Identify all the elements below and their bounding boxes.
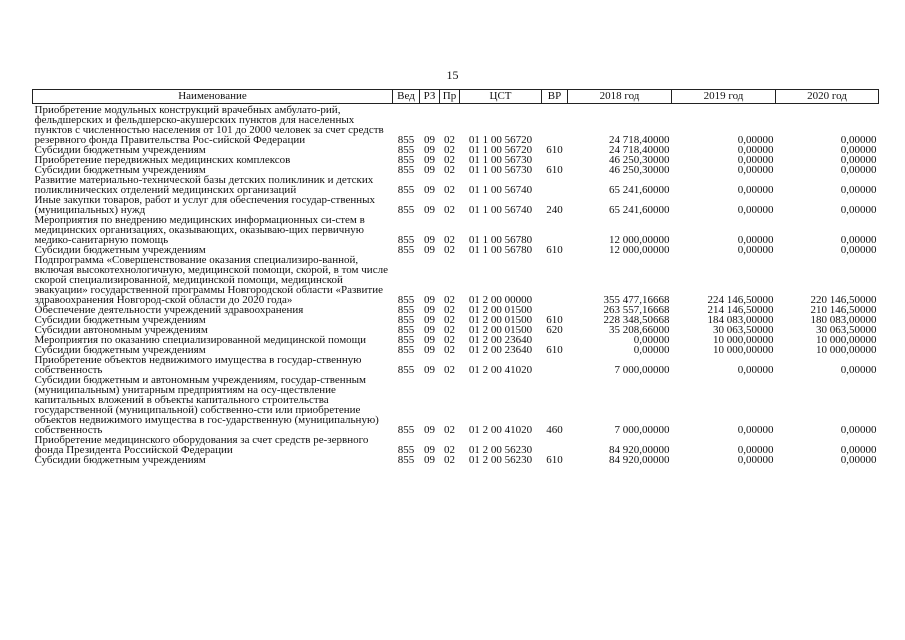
- row-2020: 0,00000: [840, 444, 877, 456]
- row-name: Развитие материально-технической базы детских поликлиник и детских поликлинических отделений медицинских организаций: [34, 174, 374, 196]
- row-pr: 02: [444, 184, 455, 196]
- row-2018: 0,00000: [633, 334, 670, 346]
- row-name: Субсидии бюджетным учреждениям: [34, 144, 206, 156]
- row-vr: 610: [546, 314, 563, 326]
- table-header-row: [33, 90, 879, 104]
- row-cst: 01 2 00 56230: [468, 444, 533, 456]
- row-name: Приобретение медицинского оборудования за счет средств ре-зервного фонда Президента Российской Федерации: [34, 434, 369, 456]
- row-2018: 12 000,00000: [609, 244, 670, 256]
- row-2018: 84 920,00000: [609, 454, 670, 466]
- row-cst: 01 2 00 00000: [468, 294, 533, 306]
- row-2020: 0,00000: [840, 234, 877, 246]
- row-pr: 02: [444, 364, 455, 376]
- row-name: Приобретение объектов недвижимого имущества в государ-ственную собственность: [34, 354, 362, 376]
- row-pr: 02: [444, 144, 455, 156]
- table-row: [33, 255, 879, 305]
- row-2020: 210 146,50000: [810, 304, 877, 316]
- table-row: [33, 215, 879, 245]
- page-number: 15: [446, 68, 459, 82]
- row-2018: 24 718,40000: [609, 144, 670, 156]
- row-cst: 01 1 00 56740: [468, 184, 533, 196]
- row-2020: 0,00000: [840, 244, 877, 256]
- row-ved: 855: [397, 154, 415, 166]
- row-pr: 02: [444, 324, 455, 336]
- row-pr: 02: [444, 234, 455, 246]
- row-cst: 01 2 00 23640: [468, 344, 533, 356]
- row-2019: 0,00000: [737, 134, 774, 146]
- row-name: Субсидии бюджетным учреждениям: [34, 244, 206, 256]
- row-cst: 01 1 00 56720: [468, 144, 533, 156]
- row-2019: 0,00000: [737, 444, 774, 456]
- row-rz: 09: [424, 154, 435, 166]
- row-2020: 0,00000: [840, 184, 877, 196]
- table-row: [33, 175, 879, 195]
- row-2018: 46 250,30000: [609, 154, 670, 166]
- row-vr: 610: [546, 164, 563, 176]
- row-cst: 01 2 00 01500: [468, 324, 533, 336]
- row-pr: 02: [444, 424, 455, 436]
- row-rz: 09: [424, 424, 435, 436]
- row-2019: 214 146,50000: [707, 304, 774, 316]
- row-2018: 263 557,16668: [603, 304, 670, 316]
- row-cst: 01 1 00 56720: [468, 134, 533, 146]
- header-pr: Пр: [440, 90, 460, 104]
- row-ved: 855: [397, 304, 415, 316]
- row-2018: 24 718,40000: [609, 134, 670, 146]
- row-rz: 09: [424, 314, 435, 326]
- row-2020: 0,00000: [840, 154, 877, 166]
- header-2019: 2019 год: [672, 90, 776, 104]
- row-cst: 01 1 00 56730: [468, 154, 533, 166]
- row-ved: 855: [397, 164, 415, 176]
- table-row: [33, 104, 879, 146]
- row-2019: 0,00000: [737, 184, 774, 196]
- row-ved: 855: [397, 144, 415, 156]
- row-vr: [542, 255, 568, 305]
- row-2018: 65 241,60000: [609, 184, 670, 196]
- row-cst: 01 1 00 56780: [468, 234, 533, 246]
- row-cst: 01 1 00 56730: [468, 164, 533, 176]
- row-rz: 09: [424, 164, 435, 176]
- row-name: Субсидии бюджетным и автономным учреждениям, государ-ственным (муниципальным) унитарным предприятиям на осу-ществление капитальных вложений в объекты капитального строительства государственной (муниципальной) собственно-сти или приобретение объектов недвижимого имущества в гос-ударственную (муниципальную) собственность: [34, 374, 379, 436]
- row-2018: 355 477,16668: [603, 294, 670, 306]
- row-2018: 84 920,00000: [609, 444, 670, 456]
- row-vr: 460: [546, 424, 563, 436]
- row-2019: 0,00000: [737, 164, 774, 176]
- row-cst: 01 2 00 23640: [468, 334, 533, 346]
- row-ved: 855: [397, 364, 415, 376]
- row-vr: [542, 435, 568, 455]
- header-name: Наименование: [33, 90, 393, 104]
- row-rz: 09: [424, 234, 435, 246]
- row-rz: 09: [424, 454, 435, 466]
- row-2019: 0,00000: [737, 154, 774, 166]
- row-vr: 610: [546, 344, 563, 356]
- row-vr: 610: [546, 244, 563, 256]
- row-cst: 01 1 00 56740: [468, 204, 533, 216]
- row-rz: 09: [424, 144, 435, 156]
- row-2020: 0,00000: [840, 424, 877, 436]
- row-2020: 10 000,00000: [816, 334, 877, 346]
- row-rz: 09: [424, 304, 435, 316]
- row-cst: 01 1 00 56780: [468, 244, 533, 256]
- row-cst: 01 2 00 56230: [468, 454, 533, 466]
- row-2018: 35 208,66000: [609, 324, 670, 336]
- row-cst: 01 2 00 01500: [468, 314, 533, 326]
- row-pr: 02: [444, 334, 455, 346]
- row-2018: 7 000,00000: [614, 424, 670, 436]
- row-ved: 855: [397, 324, 415, 336]
- row-vr: 620: [546, 324, 563, 336]
- row-vr: [542, 175, 568, 195]
- row-vr: [542, 355, 568, 375]
- row-2020: 10 000,00000: [816, 344, 877, 356]
- row-ved: 855: [397, 444, 415, 456]
- row-ved: 855: [397, 344, 415, 356]
- row-2020: 220 146,50000: [810, 294, 877, 306]
- row-rz: 09: [424, 364, 435, 376]
- row-2018: 12 000,00000: [609, 234, 670, 246]
- row-2020: 30 063,50000: [816, 324, 877, 336]
- row-pr: 02: [444, 164, 455, 176]
- row-2020: 0,00000: [840, 144, 877, 156]
- row-pr: 02: [444, 454, 455, 466]
- row-name: Субсидии автономным учреждениям: [34, 324, 208, 336]
- row-vr: [542, 215, 568, 245]
- row-rz: 09: [424, 204, 435, 216]
- row-name: Субсидии бюджетным учреждениям: [34, 344, 206, 356]
- row-pr: 02: [444, 204, 455, 216]
- row-2018: 46 250,30000: [609, 164, 670, 176]
- row-name: Приобретение передвижных медицинских комплексов: [34, 154, 291, 166]
- row-2019: 30 063,50000: [713, 324, 774, 336]
- row-name: Иные закупки товаров, работ и услуг для обеспечения государ-ственных (муниципальных) нужд: [34, 194, 376, 216]
- header-cst: ЦСТ: [460, 90, 542, 104]
- row-name: Мероприятия по оказанию специализированной медицинской помощи: [34, 334, 367, 346]
- row-ved: 855: [397, 244, 415, 256]
- row-2020: 0,00000: [840, 364, 877, 376]
- row-cst: 01 2 00 01500: [468, 304, 533, 316]
- row-2019: 0,00000: [737, 244, 774, 256]
- row-pr: 02: [444, 154, 455, 166]
- row-2019: 0,00000: [737, 424, 774, 436]
- row-2019: 10 000,00000: [713, 344, 774, 356]
- row-pr: 02: [444, 134, 455, 146]
- row-vr: 610: [546, 144, 563, 156]
- row-rz: 09: [424, 294, 435, 306]
- row-cst: 01 2 00 41020: [468, 424, 533, 436]
- row-rz: 09: [424, 344, 435, 356]
- header-ved: Вед: [393, 90, 420, 104]
- row-2020: 0,00000: [840, 164, 877, 176]
- row-pr: 02: [444, 304, 455, 316]
- row-name: Приобретение модульных конструкций врачебных амбулато-рий, фельдшерских и фельдшерско-акушерских пунктов для населенных пунктов с численностью населения от 101 до 2000 человек за счет средств резервного фонда Правительства Рос-сийской Федерации: [34, 104, 384, 146]
- header-2018: 2018 год: [568, 90, 672, 104]
- row-ved: 855: [397, 424, 415, 436]
- row-rz: 09: [424, 334, 435, 346]
- row-rz: 09: [424, 444, 435, 456]
- row-2019: 184 083,00000: [707, 314, 774, 326]
- row-ved: 855: [397, 314, 415, 326]
- row-2019: 0,00000: [737, 364, 774, 376]
- header-rz: РЗ: [420, 90, 440, 104]
- row-pr: 02: [444, 344, 455, 356]
- row-pr: 02: [444, 294, 455, 306]
- table-row: [33, 435, 879, 455]
- row-2020: 0,00000: [840, 204, 877, 216]
- row-name: Обеспечение деятельности учреждений здравоохранения: [34, 304, 304, 316]
- row-ved: 855: [397, 334, 415, 346]
- budget-table: [32, 89, 879, 465]
- table-row: [33, 355, 879, 375]
- row-2019: 224 146,50000: [707, 294, 774, 306]
- row-2020: 180 083,00000: [810, 314, 877, 326]
- row-name: Мероприятия по внедрению медицинских информационных си-стем в медицинских организациях, оказывающих, оказываю-щих первичную медико-санитарную помощь: [34, 214, 365, 246]
- row-2019: 0,00000: [737, 234, 774, 246]
- row-ved: 855: [397, 294, 415, 306]
- row-ved: 855: [397, 204, 415, 216]
- row-name: Подпрограмма «Совершенствование оказания специализиро-ванной, включая высокотехнологичную, медицинской помощи, скорой, в том числе скорой специализированной, медицинской помощи, медицинской эвакуации» государственной программы Новгородской области «Развитие здравоохранения Новгород-ской области до 2020 года»: [34, 254, 388, 306]
- row-vr: [542, 104, 568, 146]
- row-2018: 7 000,00000: [614, 364, 670, 376]
- row-pr: 02: [444, 244, 455, 256]
- row-2019: 0,00000: [737, 204, 774, 216]
- row-2018: 0,00000: [633, 344, 670, 356]
- row-rz: 09: [424, 244, 435, 256]
- row-2018: 65 241,60000: [609, 204, 670, 216]
- table-row: [33, 195, 879, 215]
- row-rz: 09: [424, 184, 435, 196]
- row-ved: 855: [397, 184, 415, 196]
- row-rz: 09: [424, 324, 435, 336]
- row-ved: 855: [397, 134, 415, 146]
- table-row: [33, 375, 879, 435]
- row-name: Субсидии бюджетным учреждениям: [34, 164, 206, 176]
- row-2018: 228 348,50668: [603, 314, 670, 326]
- row-2019: 0,00000: [737, 454, 774, 466]
- table-row: [33, 455, 879, 465]
- row-pr: 02: [444, 314, 455, 326]
- row-rz: 09: [424, 134, 435, 146]
- row-name: Субсидии бюджетным учреждениям: [34, 454, 206, 466]
- row-vr: 610: [546, 454, 563, 466]
- row-2020: 0,00000: [840, 134, 877, 146]
- row-2020: 0,00000: [840, 454, 877, 466]
- row-vr: 240: [546, 204, 563, 216]
- row-pr: 02: [444, 444, 455, 456]
- header-2020: 2020 год: [776, 90, 879, 104]
- row-2019: 0,00000: [737, 144, 774, 156]
- row-cst: 01 2 00 41020: [468, 364, 533, 376]
- header-vr: ВР: [542, 90, 568, 104]
- row-2019: 10 000,00000: [713, 334, 774, 346]
- row-ved: 855: [397, 454, 415, 466]
- row-name: Субсидии бюджетным учреждениям: [34, 314, 206, 326]
- row-ved: 855: [397, 234, 415, 246]
